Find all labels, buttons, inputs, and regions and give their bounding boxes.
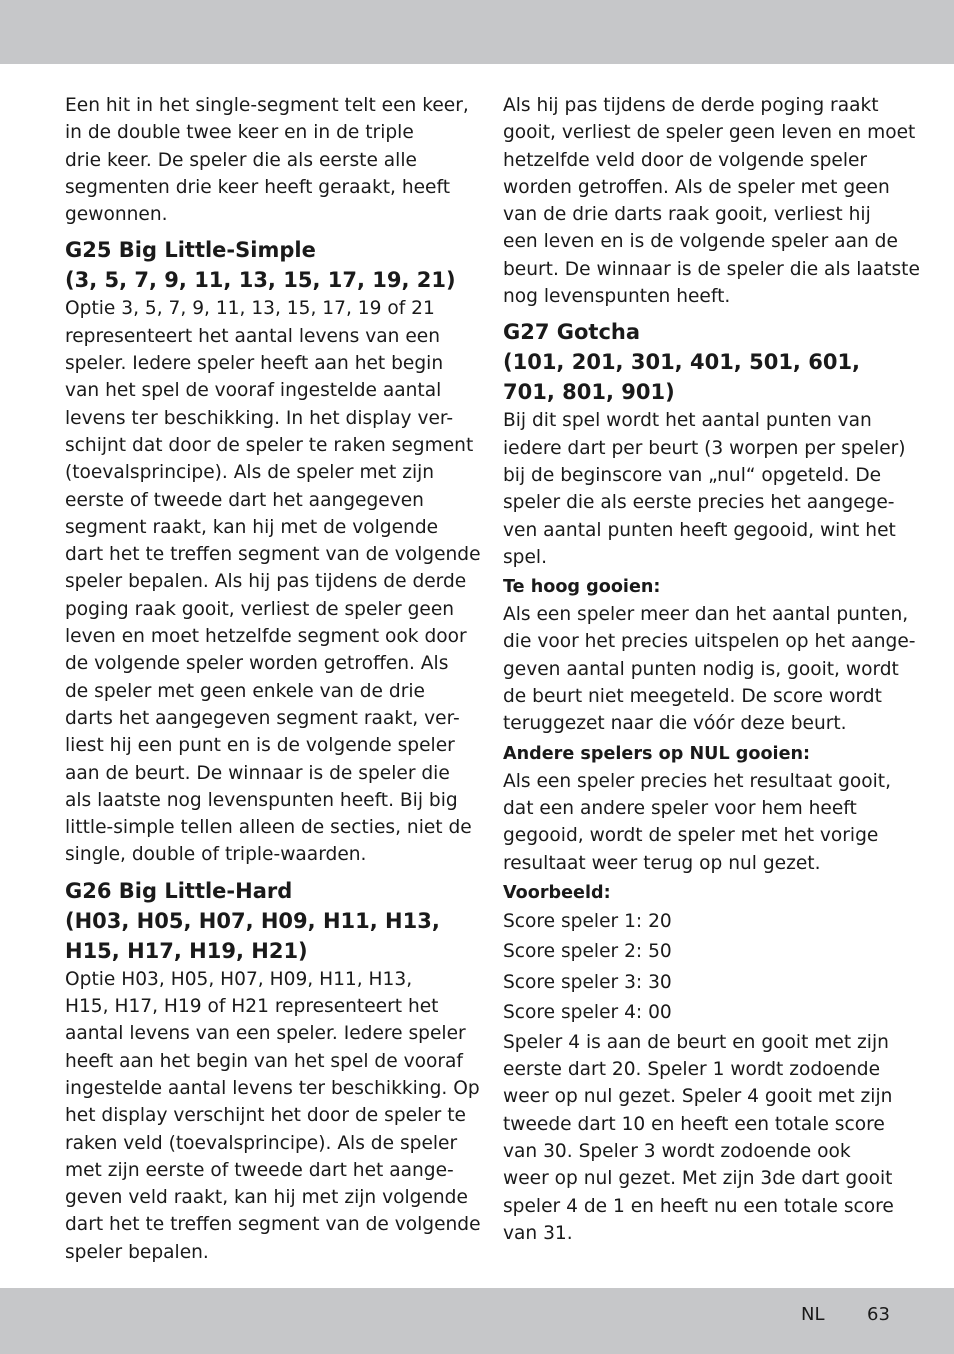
text-line: van het spel de vooraf ingestelde aantal — [65, 380, 442, 402]
text-line: segmenten drie keer heeft geraakt, heeft — [65, 176, 451, 198]
text-line: teruggezet naar die vóór deze beurt. — [503, 713, 847, 735]
text-line: schijnt dat door de speler te raken segment — [65, 434, 474, 456]
text-line: poging raak gooit, verliest de speler geen — [65, 598, 455, 620]
intro-paragraph — [65, 92, 469, 228]
example-heading: Voorbeeld: — [503, 882, 611, 903]
text-line: dart het te treffen segment van de volgende — [65, 544, 481, 566]
text-line: van 31. — [503, 1222, 573, 1244]
text-line: levens ter beschikking. In het display ver- — [65, 407, 454, 429]
text-line: G26 Big Little-Hard — [65, 878, 293, 903]
text-line: gewonnen. — [65, 204, 168, 226]
text-line: van de drie darts raak gooit, verliest hij — [503, 204, 871, 226]
text-line: gooit, verliest de speler geen leven en moet — [503, 122, 916, 144]
text-line: aan de beurt. De winnaar is de speler die — [65, 762, 450, 784]
text-line: Optie H03, H05, H07, H09, H11, H13, — [65, 968, 413, 990]
text-line: Speler 4 is aan de beurt en gooit met zijn — [503, 1031, 889, 1053]
text-line: 701, 801, 901) — [503, 380, 675, 405]
text-line: ven aantal punten heeft gegooid, wint het — [503, 519, 896, 541]
page-number: 63 — [867, 1304, 890, 1325]
text-line: tweede dart 10 en heeft een totale score — [503, 1113, 885, 1135]
text-line: (toevalsprincipe). Als de speler met zijn — [65, 462, 435, 484]
text-line: weer op nul gezet. Speler 4 gooit met zijn — [503, 1086, 893, 1108]
text-line: (3, 5, 7, 9, 11, 13, 15, 17, 19, 21) — [65, 268, 456, 293]
right-column — [503, 92, 920, 1247]
too-high-paragraph — [503, 601, 916, 737]
text-line: liest hij een punt en is de volgende speler — [65, 735, 455, 757]
text-line: nog levenspunten heeft. — [503, 286, 731, 308]
text-line: (H03, H05, H07, H09, H11, H13, — [65, 908, 440, 933]
others-zero-paragraph — [503, 768, 893, 877]
text-line: eerste of tweede dart het aangegeven — [65, 489, 424, 511]
g27-paragraph — [503, 407, 906, 571]
text-line: gegooid, wordt de speler met het vorige — [503, 825, 879, 847]
text-line: iedere dart per beurt (3 worpen per speler) — [503, 437, 906, 459]
text-line: darts het aangegeven segment raakt, ver- — [65, 707, 460, 729]
text-line: in de double twee keer en in de triple — [65, 122, 414, 144]
text-line: worden getroffen. Als de speler met geen — [503, 176, 890, 198]
text-line: H15, H17, H19, H21) — [65, 938, 308, 963]
text-line: drie keer. De speler die als eerste alle — [65, 149, 417, 171]
text-line: resultaat weer terug op nul gezet. — [503, 852, 821, 874]
score-line: Score speler 4: 00 — [503, 1002, 672, 1024]
score-line: Score speler 3: 30 — [503, 971, 672, 993]
text-line: de volgende speler worden getroffen. Als — [65, 653, 449, 675]
text-line: de speler met geen enkele van de drie — [65, 680, 425, 702]
text-line: eerste dart 20. Speler 1 wordt zodoende — [503, 1059, 881, 1081]
text-line: heeft aan het begin van het spel de vooraf — [65, 1050, 463, 1072]
text-line: de beurt niet meegeteld. De score wordt — [503, 686, 882, 708]
g26-paragraph — [65, 966, 481, 1266]
language-code: NL — [801, 1304, 825, 1325]
text-line: die voor het precies uitspelen op het aange- — [503, 631, 916, 653]
text-line: dat een andere speler voor hem heeft — [503, 797, 857, 819]
text-line: het display verschijnt het door de speler te — [65, 1105, 466, 1127]
text-line: single, double of triple-waarden. — [65, 844, 367, 866]
text-line: speler. Iedere speler heeft aan het begin — [65, 353, 444, 375]
text-line: geven veld raakt, kan hij met zijn volgende — [65, 1187, 468, 1209]
text-line: dart het te treffen segment van de volgende — [65, 1214, 481, 1236]
example-paragraph — [503, 1029, 893, 1247]
text-line: beurt. De winnaar is de speler die als laatste — [503, 258, 920, 280]
header-bar — [0, 0, 954, 64]
text-line: speler die als eerste precies het aangege- — [503, 492, 895, 514]
left-column — [65, 92, 481, 1266]
text-line: met zijn eerste of tweede dart het aange- — [65, 1159, 454, 1181]
text-line: Als een speler meer dan het aantal punten, — [503, 604, 909, 626]
continuation-paragraph — [503, 92, 920, 310]
text-line: spel. — [503, 546, 548, 568]
text-line: bij de beginscore van „nul“ opgeteld. De — [503, 464, 882, 486]
text-line: G27 Gotcha — [503, 320, 641, 345]
text-line: weer op nul gezet. Met zijn 3de dart gooit — [503, 1168, 893, 1190]
text-line: speler bepalen. Als hij pas tijdens de derde — [65, 571, 467, 593]
text-line: segment raakt, kan hij met de volgende — [65, 516, 439, 538]
text-line: representeert het aantal levens van een — [65, 325, 441, 347]
others-zero-heading: Andere spelers op NUL gooien: — [503, 743, 811, 764]
text-line: van 30. Speler 3 wordt zodoende ook — [503, 1141, 851, 1163]
text-line: Een hit in het single-segment telt een keer, — [65, 95, 469, 116]
score-line: Score speler 2: 50 — [503, 941, 672, 963]
g26-heading — [65, 876, 455, 966]
text-line: (101, 201, 301, 401, 501, 601, — [503, 350, 861, 375]
text-line: Als een speler precies het resultaat gooit, — [503, 770, 891, 792]
text-line: raken veld (toevalsprincipe). Als de speler — [65, 1132, 458, 1154]
text-line: Optie 3, 5, 7, 9, 11, 13, 15, 17, 19 of 21 — [65, 298, 435, 320]
text-line: als laatste nog levenspunten heeft. Bij big — [65, 789, 458, 811]
text-line: ingestelde aantal levens ter beschikking. Op — [65, 1077, 480, 1099]
g27-heading — [503, 317, 893, 407]
text-line: Bij dit spel wordt het aantal punten van — [503, 410, 872, 432]
g25-heading — [65, 235, 455, 295]
score-line: Score speler 1: 20 — [503, 910, 672, 932]
text-line: leven en moet hetzelfde segment ook door — [65, 626, 467, 648]
text-line: Als hij pas tijdens de derde poging raakt — [503, 95, 879, 116]
text-line: G25 Big Little-Simple — [65, 238, 316, 263]
text-line: een leven en is de volgende speler aan de — [503, 231, 898, 253]
text-line: little-simple tellen alleen de secties, niet de — [65, 817, 472, 839]
score-list — [503, 907, 893, 1029]
text-line: hetzelfde veld door de volgende speler — [503, 149, 868, 171]
text-line: speler bepalen. — [65, 1241, 209, 1263]
text-line: speler 4 de 1 en heeft nu een totale score — [503, 1195, 894, 1217]
text-line: aantal levens van een speler. Iedere speler — [65, 1023, 466, 1045]
too-high-heading: Te hoog gooien: — [503, 577, 661, 598]
text-line: H15, H17, H19 of H21 representeert het — [65, 996, 439, 1018]
g25-paragraph — [65, 295, 481, 868]
text-line: geven aantal punten nodig is, gooit, wordt — [503, 658, 899, 680]
